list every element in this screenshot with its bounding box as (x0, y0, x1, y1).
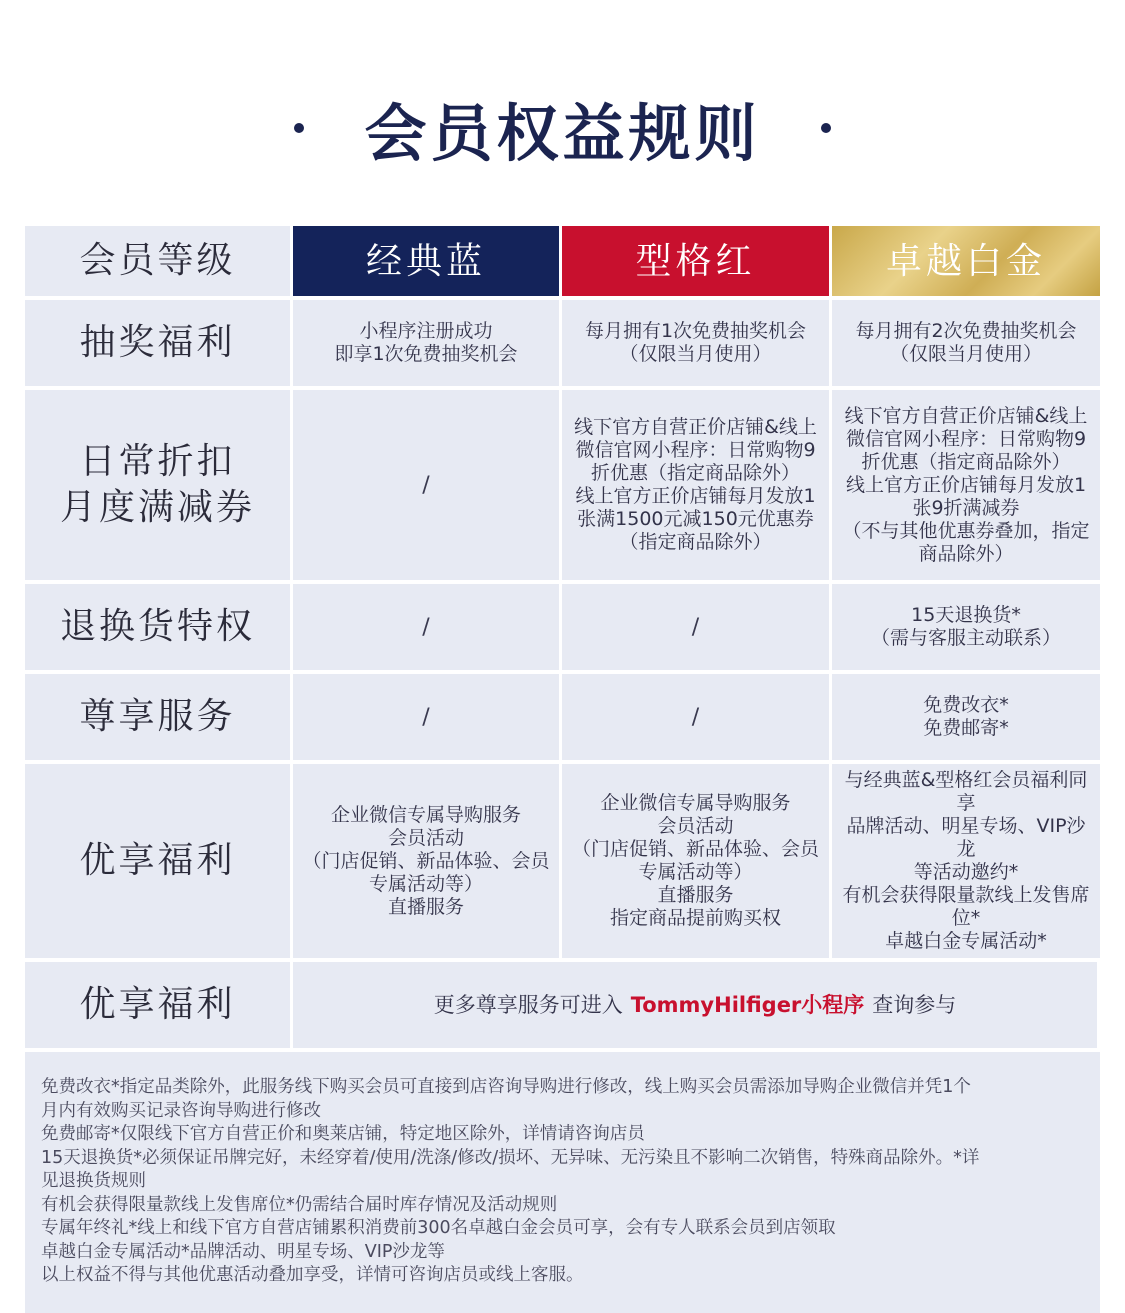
cell-gold: 线下官方自营正价店铺&线上 微信官网小程序：日常购物9 折优惠（指定商品除外） 线上官方正价店铺每月发放1 张9折满减券 （不与其他优惠券叠加，指定 商品除外） (832, 390, 1100, 580)
cell-gold: 免费改衣* 免费邮寄* (832, 674, 1100, 760)
note-line: 专属年终礼*线上和线下官方自营店铺累积消费前300名卓越白金会员可享，会有专人联系会员到店领取 (41, 1218, 836, 1238)
table-row (25, 674, 1100, 760)
cell-blue: / (293, 584, 559, 670)
cell-red: / (562, 674, 829, 760)
cell-blue: 企业微信专属导购服务 会员活动 （门店促销、新品体验、会员 专属活动等） 直播服务 (293, 764, 559, 958)
header-platinum-gold: 卓越白金 (832, 226, 1100, 296)
note-line: 卓越白金专属活动*品牌活动、明星专场、VIP沙龙等 (41, 1241, 445, 1262)
header-classic-blue: 经典蓝 (293, 226, 559, 296)
right-dot-icon (821, 123, 831, 133)
note-line: 以上权益不得与其他优惠活动叠加享受，详情可咨询店员或线上客服。 (41, 1265, 584, 1285)
more-services-cell (293, 962, 1097, 1048)
table-row (25, 300, 1100, 386)
cell-gold: 与经典蓝&型格红会员福利同 享 品牌活动、明星专场、VIP沙龙 等活动邀约* 有机会获得限量款线上发售席 位* 卓越白金专属活动* (832, 764, 1100, 958)
more-services-prefix: 更多尊享服务可进入 (433, 992, 623, 1017)
row-label: 优享福利 (25, 764, 290, 958)
cell-red: 线下官方自营正价店铺&线上 微信官网小程序：日常购物9 折优惠（指定商品除外） 线上官方正价店铺每月发放1 张满1500元减150元优惠券 （指定商品除外） (562, 390, 829, 580)
cell-red: 每月拥有1次免费抽奖机会 （仅限当月使用） (562, 300, 829, 386)
row-label: 日常折扣 月度满减券 (25, 390, 290, 580)
cell-blue: / (293, 674, 559, 760)
terms-notes (25, 1052, 1100, 1313)
note-line: 免费改衣*指定品类除外，此服务线下购买会员可直接到店咨询导购进行修改，线上购买会员需添加导购企业微信并凭1个 (41, 1077, 971, 1097)
cell-blue: 小程序注册成功 即享1次免费抽奖机会 (293, 300, 559, 386)
page-title: 会员权益规则 (364, 96, 761, 170)
note-line: 见退换货规则 (41, 1171, 146, 1191)
note-line: 有机会获得限量款线上发售席位*仍需结合届时库存情况及活动规则 (41, 1194, 558, 1215)
note-line: 月内有效购买记录咨询导购进行修改 (41, 1100, 321, 1121)
cell-red: 企业微信专属导购服务 会员活动 （门店促销、新品体验、会员 专属活动等） 直播服务 指定商品提前购买权 (562, 764, 829, 958)
header-row (25, 226, 1100, 296)
cell-red: / (562, 584, 829, 670)
table-row (25, 962, 1100, 1048)
benefits-table (25, 226, 1100, 1052)
page-header (0, 88, 1125, 168)
row-label: 退换货特权 (25, 584, 290, 670)
row-label: 优享福利 (25, 962, 290, 1048)
note-line: 免费邮寄*仅限线下官方自营正价和奥莱店铺，特定地区除外，详情请咨询店员 (41, 1124, 645, 1144)
header-level-label: 会员等级 (25, 226, 290, 296)
note-line: 15天退换货*必须保证吊牌完好，未经穿着/使用/洗涤/修改/损坏、无异味、无污染且不影响二次销售，特殊商品除外。*详 (41, 1147, 980, 1168)
mini-program-link[interactable]: TommyHilfiger小程序 (630, 992, 865, 1017)
cell-gold: 每月拥有2次免费抽奖机会 （仅限当月使用） (832, 300, 1100, 386)
cell-blue: / (293, 390, 559, 580)
table-row (25, 764, 1100, 958)
cell-gold: 15天退换货* （需与客服主动联系） (832, 584, 1100, 670)
more-services-suffix: 查询参与 (872, 992, 957, 1017)
header-style-red: 型格红 (562, 226, 829, 296)
row-label: 尊享服务 (25, 674, 290, 760)
row-label: 抽奖福利 (25, 300, 290, 386)
table-row (25, 390, 1100, 580)
left-dot-icon (294, 123, 304, 133)
table-row (25, 584, 1100, 670)
